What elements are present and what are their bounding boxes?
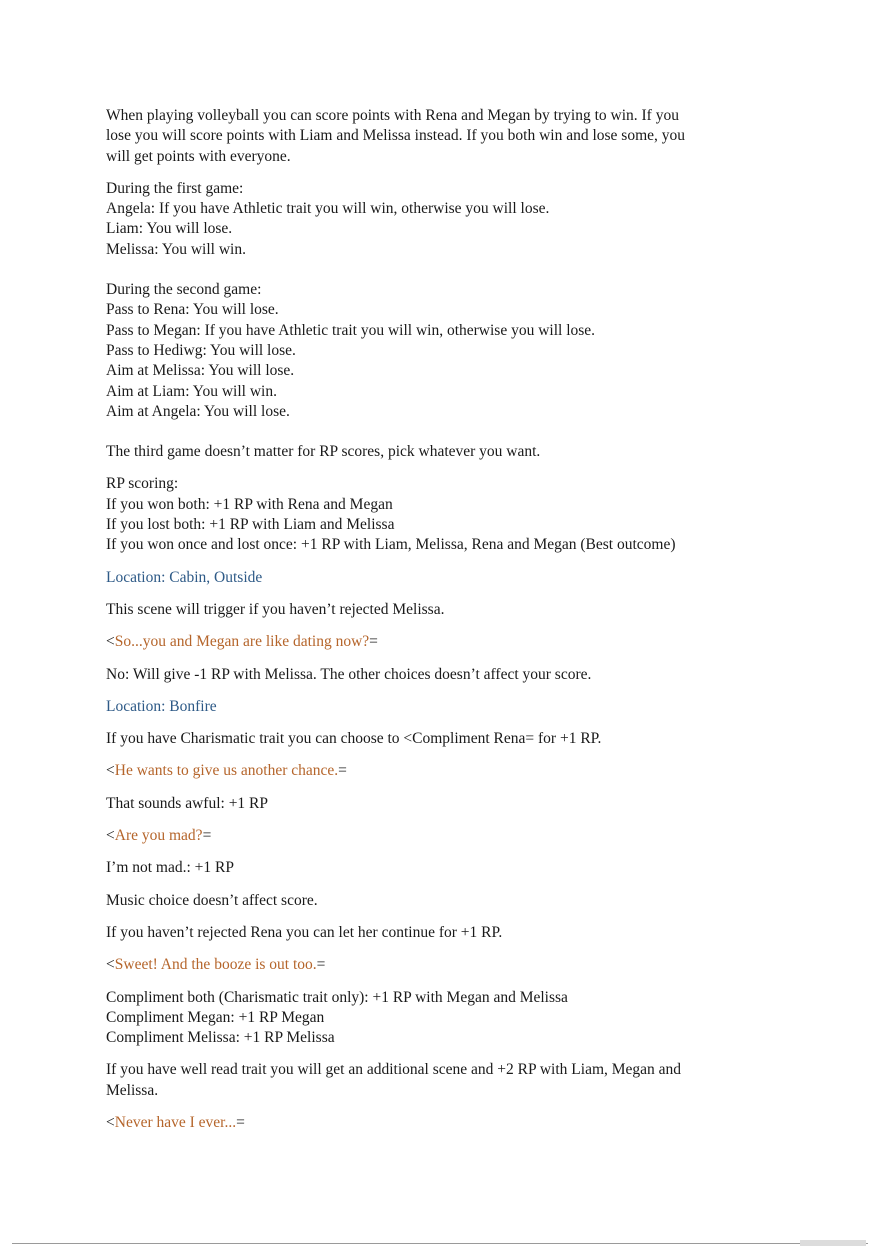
text-line: When playing volleyball you can score points with Rena and Megan by trying to win. If you: [106, 107, 679, 124]
rena-note: If you haven’t rejected Rena you can let her continue for +1 RP.: [106, 923, 503, 941]
charismatic-note: If you have Charismatic trait you can choose to <Compliment Rena= for +1 RP.: [106, 730, 602, 748]
choice-text: He wants to give us another chance.: [114, 762, 339, 780]
choice-mad: <Are you mad?=: [106, 827, 212, 845]
choice-text: Never have I ever...: [114, 1113, 237, 1131]
text-line: Pass to Hediwg: You will lose.: [106, 341, 296, 359]
text-line: Aim at Melissa: You will lose.: [106, 362, 295, 380]
document-body: [106, 106, 746, 1133]
well-read-note: [106, 1060, 746, 1101]
text-line: Aim at Angela: You will lose.: [106, 402, 290, 420]
cabin-note: This scene will trigger if you haven’t rejected Melissa.: [106, 600, 445, 618]
location-heading-bonfire: Location: Bonfire: [106, 697, 217, 715]
text-line: RP scoring:: [106, 475, 179, 493]
text-line: will get points with everyone.: [106, 147, 291, 165]
text-line: Pass to Rena: You will lose.: [106, 301, 279, 319]
second-game-section: [106, 280, 746, 422]
text-line: lose you will score points with Liam and Melissa instead. If you both win and lose some, you: [106, 127, 686, 145]
text-line: Pass to Megan: If you have Athletic trait you will win, otherwise you will lose.: [106, 321, 596, 339]
text-line: Compliment Melissa: +1 RP Melissa: [106, 1029, 335, 1047]
text-line: Compliment both (Charismatic trait only): +1 RP with Megan and Melissa: [106, 988, 568, 1006]
choice-text: Are you mad?: [114, 827, 203, 845]
footer-divider: [12, 1243, 868, 1244]
choice-text: Sweet! And the booze is out too.: [114, 956, 317, 974]
chance-result: That sounds awful: +1 RP: [106, 794, 269, 812]
compliments-section: [106, 988, 746, 1049]
choice-booze: <Sweet! And the booze is out too.=: [106, 956, 326, 974]
footer-mark: [800, 1240, 866, 1246]
music-note: Music choice doesn’t affect score.: [106, 891, 318, 909]
text-line: If you lost both: +1 RP with Liam and Melissa: [106, 516, 395, 534]
text-line: During the second game:: [106, 281, 262, 299]
text-line: Melissa: You will win.: [106, 240, 246, 258]
intro-paragraph: [106, 106, 746, 167]
mad-result: I’m not mad.: +1 RP: [106, 859, 235, 877]
dating-result: No: Will give -1 RP with Melissa. The other choices doesn’t affect your score.: [106, 665, 592, 683]
text-line: Liam: You will lose.: [106, 220, 233, 238]
third-game-note: The third game doesn’t matter for RP scores, pick whatever you want.: [106, 443, 541, 461]
choice-text: So...you and Megan are like dating now?: [114, 633, 370, 651]
location-heading-cabin: Location: Cabin, Outside: [106, 568, 263, 586]
text-line: Melissa.: [106, 1081, 159, 1099]
rp-scoring-section: [106, 474, 746, 555]
first-game-section: [106, 179, 746, 260]
text-line: If you won once and lost once: +1 RP with Liam, Melissa, Rena and Megan (Best outcome): [106, 536, 676, 554]
text-line: Compliment Megan: +1 RP Megan: [106, 1008, 325, 1026]
choice-dating: <So...you and Megan are like dating now?=: [106, 633, 378, 651]
text-line: If you have well read trait you will get an additional scene and +2 RP with Liam, Megan and: [106, 1061, 682, 1079]
text-line: Aim at Liam: You will win.: [106, 382, 277, 400]
choice-never: <Never have I ever...=: [106, 1113, 245, 1131]
text-line: During the first game:: [106, 179, 244, 197]
choice-chance: <He wants to give us another chance.=: [106, 762, 347, 780]
text-line: Angela: If you have Athletic trait you will win, otherwise you will lose.: [106, 200, 550, 218]
text-line: If you won both: +1 RP with Rena and Megan: [106, 495, 393, 513]
